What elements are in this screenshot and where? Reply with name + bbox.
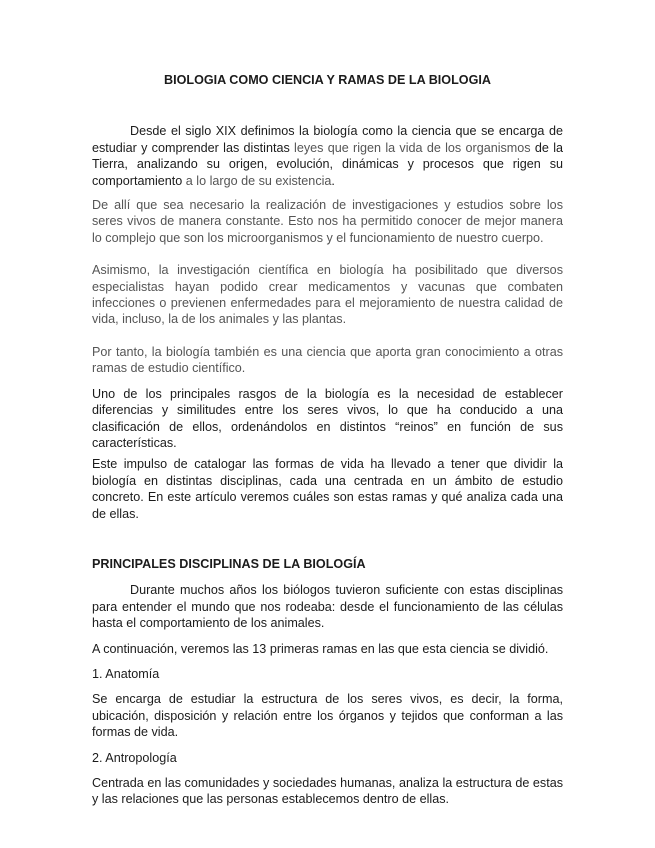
intro-p1-text-e: .: [331, 173, 335, 188]
section-heading: PRINCIPALES DISCIPLINAS DE LA BIOLOGÍA: [92, 556, 366, 571]
intro-paragraph-1: [92, 123, 563, 189]
intro-p1-text-b: leyes que rigen la vida de los organismos: [294, 140, 531, 155]
item-text-antropologia: Centrada en las comunidades y sociedades humanas, analiza la estructura de estas y las relaciones que las personas establecemos dentro de ellas.: [92, 776, 563, 807]
section-paragraph-2: A continuación, veremos las 13 primeras ramas en las que esta ciencia se dividió.: [92, 641, 549, 656]
section-paragraph-1: Durante muchos años los biólogos tuvieron suficiente con estas disciplinas para entender el mundo que nos rodeaba: desde el funcionamiento de las células hasta el comportamiento de los animales.: [92, 583, 563, 631]
item-heading-antropologia: 2. Antropología: [92, 750, 177, 765]
intro-p1-text-a: Desde el siglo XIX definimos la biología como la ciencia que se encarga de estudiar y comprender las distintas: [92, 124, 563, 155]
intro-paragraph-4: Por tanto, la biología también es una ciencia que aporta gran conocimiento a otras ramas de estudio científico.: [92, 344, 563, 376]
intro-paragraph-3: Asimismo, la investigación científica en biología ha posibilitado que diversos especialistas hayan podido crear medicamentos y vacunas que combaten infecciones o previenen enfermedades para el mejoramiento de nuestra calidad de vida, incluso, la de los animales y las plantas.: [92, 263, 563, 327]
intro-paragraph-6: Este impulso de catalogar las formas de vida ha llevado a tener que dividir la biología en distintas disciplinas, cada una centrada en un ámbito de estudio concreto. En este artículo veremos cuáles son estas ramas y qué analiza cada una de ellas.: [92, 457, 563, 521]
intro-p1-text-c: de la Tierra, analizando su origen, evolución, dinámicas y procesos que rigen su comportamiento: [92, 140, 563, 188]
intro-p1-text-d: a lo largo de su existencia: [185, 173, 332, 188]
item-heading-anatomia: 1. Anatomía: [92, 666, 160, 681]
intro-paragraph-2: De allí que sea necesario la realización de investigaciones y estudios sobre los seres vivos de manera constante. Esto nos ha permitido conocer de mejor manera lo complejo que son los microorganismos y el funcionamiento de nuestro cuerpo.: [92, 198, 563, 245]
item-text-anatomia: Se encarga de estudiar la estructura de los seres vivos, es decir, la forma, ubicación, disposición y relación entre los órganos y tejidos que conforman a las formas de vida.: [92, 692, 563, 740]
document-title: BIOLOGIA COMO CIENCIA Y RAMAS DE LA BIOLOGIA: [164, 73, 491, 87]
intro-paragraph-5: Uno de los principales rasgos de la biología es la necesidad de establecer diferencias y similitudes entre los seres vivos, lo que ha conducido a una clasificación de ellos, ordenándolos en distintos “reinos” en función de sus características.: [92, 386, 563, 450]
